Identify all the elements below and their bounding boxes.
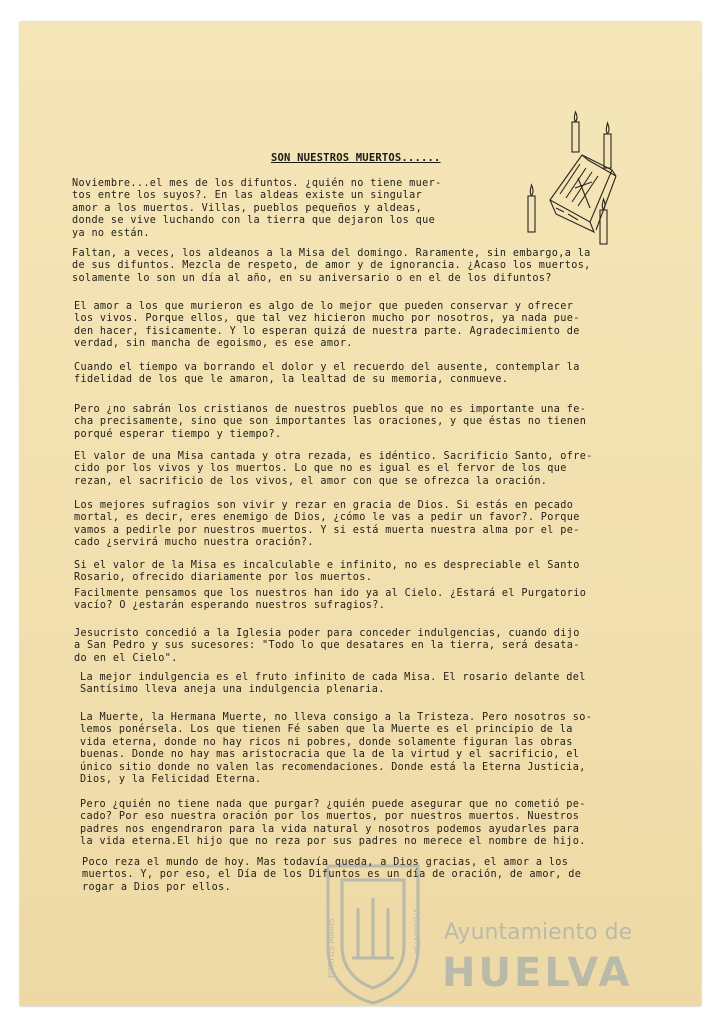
watermark-line2: HUELVA: [442, 950, 633, 996]
paragraph-4: Cuando el tiempo va borrando el dolor y el recuerdo del ausente, contemplar la fidelidad de los que le amaron, la lealtad de su memoria, conmueve.: [74, 362, 580, 386]
watermark-line1: Ayuntamiento de: [444, 920, 633, 945]
paragraph-9: Facilmente pensamos que los nuestros han ido ya al Cielo. ¿Estará el Purgatorio vacío? O ¿estarán esperando nuestros sufragios?.: [74, 588, 587, 612]
paragraph-13: Pero ¿quién no tiene nada que purgar? ¿quién puede asegurar que no cometió pe- cado? Por eso nuestra oración por los muertos, por nuestros muertos. Nuestros padres nos engendraron para la vida natural y nosotros podemos ayudarles para la vida eterna.El hijo que no reza por sus padres no merece el nombre de hijo.: [80, 799, 586, 848]
ayuntamiento-huelva-watermark: [318, 858, 638, 1008]
paragraph-5: Pero ¿no sabrán los cristianos de nuestros pueblos que no es importante una fe- cha precisamente, sino que son importantes las oraciones, y que éstas no tienen porqué esperar tiempo y tiempo?.: [74, 404, 587, 440]
city-shield-icon: [318, 858, 428, 1008]
paragraph-3: El amor a los que murieron es algo de lo mejor que pueden conservar y ofrecer los vivos. Porque ellos, que tal vez hicieron mucho por nosotros, ya nada pue- den hacer, fisicamente. Y lo esperan quizá de nuestra parte. Agradecimiento de verdad, sin mancha de egoismo, es ese amor.: [74, 301, 580, 350]
shield-text-left: PORTUS MARIS: [327, 918, 336, 978]
paragraph-10: Jesucristo concedió a la Iglesia poder para conceder indulgencias, cuando dijo a San Pedro y sus sucesores: "Todo lo que desatares en la tierra, será desata- do en el Cielo".: [74, 628, 580, 664]
paragraph-7: Los mejores sufragios son vivir y rezar en gracia de Dios. Si estás en pecado mortal, es decir, eres enemigo de Dios, ¿cómo le vas a pedir un favor?. Porque vamos a pedirle por nuestros muertos. Y si está muerta nuestra alma por el pe- cado ¿servirá mucho nuestra oración?.: [74, 500, 580, 549]
shield-text-right: VIGILANTIA: [412, 908, 421, 954]
paragraph-1: Noviembre...el mes de los difuntos. ¿quién no tiene muer- tos entre los suyos?. En las aldeas existe un singular amor a los muertos. Villas, pueblos pequeños y aldeas, donde se vive luchando con la tierra que dejaron los que ya no están.: [72, 178, 442, 239]
paragraph-12: La Muerte, la Hermana Muerte, no lleva consigo a la Tristeza. Pero nosotros so- lemos ponérsela. Los que tienen Fé saben que la Muerte es el principio de la vida eterna, donde no hay ricos ni pobres, donde solamente figuran las obras buenas. Donde no hay mas aristocracia que la de la virtud y el sacrificio, el único sitio donde no valen las recomendaciones. Donde está la Eterna Justicia, Dios, y la Felicidad Eterna.: [80, 712, 593, 786]
paragraph-6: El valor de una Misa cantada y otra rezada, es idéntico. Sacrificio Santo, ofre- cido por los vivos y los muertos. Lo que no es igual es el fervor de los que rezan, el sacrificio de los vivos, el amor con que se ofrezca la oración.: [74, 451, 593, 487]
document-title: SON NUESTROS MUERTOS......: [271, 152, 441, 164]
coffin-with-candles-icon: [520, 110, 625, 250]
paragraph-8: Si el valor de la Misa es incalculable e infinito, no es despreciable el Santo Rosario, ofrecido diariamente por los muertos.: [74, 560, 580, 584]
paragraph-14: Poco reza el mundo de hoy. Mas todavía queda, a Dios gracias, el amor a los muertos. Y, por eso, el Día de los Difuntos es un día de oración, de amor, de rogar a Dios por ellos.: [82, 857, 582, 893]
paragraph-2: Faltan, a veces, los aldeanos a la Misa del domingo. Raramente, sin embargo,a la de sus difuntos. Mezcla de respeto, de amor y de ignorancia. ¿Acaso los muertos, solamente lo son un día al año, en su aniversario o en el de los difuntos?: [72, 248, 591, 284]
paragraph-11: La mejor indulgencia es el fruto infinito de cada Misa. El rosario delante del Santísimo lleva aneja una indulgencia plenaria.: [80, 672, 586, 696]
